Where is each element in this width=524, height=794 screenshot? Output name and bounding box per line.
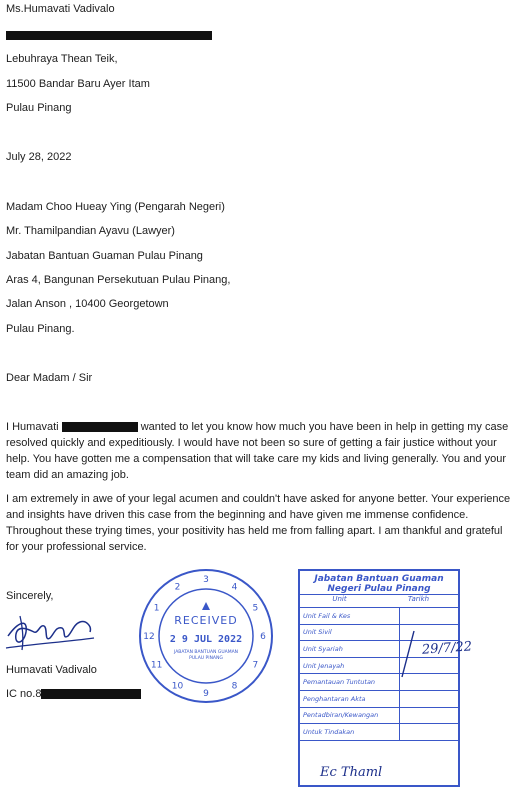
stamp-ring-number: 6 <box>260 632 266 642</box>
routing-title-line-1: Jabatan Bantuan Guaman <box>314 574 444 584</box>
ic-redaction <box>41 689 141 699</box>
stamp-ring-number: 11 <box>150 660 163 671</box>
stamp-ring-number: 5 <box>252 603 259 614</box>
closing: Sincerely, <box>6 590 54 602</box>
routing-stamp-title <box>300 571 458 595</box>
received-stamp <box>136 566 276 706</box>
stamp-org-line-1: JABATAN BANTUAN GUAMAN <box>173 650 239 655</box>
routing-row-unit: Pentadbiran/Kewangan <box>300 708 400 724</box>
redacted-ic <box>62 422 138 432</box>
stamp-ring-number: 1 <box>153 603 160 614</box>
routing-header <box>300 595 458 608</box>
sender-state: Pulau Pinang <box>6 102 72 114</box>
sender-street: Lebuhraya Thean Teik, <box>6 53 118 65</box>
routing-stamp <box>298 569 473 787</box>
body-p1-rest: wanted to let you know how much you have been in help in getting my case resolved quickly and expeditiously. I would have not been so sure of getting a fair justice without your help. You have gotten me a compensation that will take care my kids and living generally. You and your team did an amazing job. <box>6 421 509 481</box>
body-p1-start: I Humavati <box>6 421 59 433</box>
recipient-line-6: Pulau Pinang. <box>6 323 75 335</box>
routing-row-unit: Unit Jenayah <box>300 658 400 674</box>
routing-row <box>300 691 458 708</box>
stamp-ring-number: 2 <box>174 582 181 593</box>
stamp-ring-number: 10 <box>171 681 184 692</box>
recipient-line-1: Madam Choo Hueay Ying (Pengarah Negeri) <box>6 201 225 213</box>
body-paragraph-2: I am extremely in awe of your legal acumen and couldn't have asked for anyone better. Your experience and insights have driven this case from the beginning and have given me immense confidence. Throughout these trying times, your positivity has held me from falling apart. I am thankful and grateful for your professional service. <box>6 493 511 553</box>
routing-row-unit: Pemantauan Tuntutan <box>300 674 400 690</box>
routing-row <box>300 658 458 675</box>
signature-name: Humavati Vadivalo <box>6 664 97 676</box>
routing-row <box>300 724 458 741</box>
recipient-line-5: Jalan Anson , 10400 Georgetown <box>6 298 169 310</box>
recipient-line-2: Mr. Thamilpandian Ayavu (Lawyer) <box>6 225 175 237</box>
ic-label: IC no.8 <box>6 688 42 700</box>
stamp-received-date: 2 9 JUL 2022 <box>169 634 243 645</box>
routing-rows <box>300 608 458 741</box>
recipient-line-3: Jabatan Bantuan Guaman Pulau Pinang <box>6 250 203 262</box>
routing-row <box>300 608 458 625</box>
recipient-line-4: Aras 4, Bangunan Persekutuan Pulau Pinang, <box>6 274 231 286</box>
routing-col-date: Tarikh <box>407 595 430 603</box>
routing-col-unit: Unit <box>332 595 347 603</box>
routing-row-unit: Unit Fail & Kes <box>300 608 400 624</box>
handwritten-slash <box>398 629 418 679</box>
stamp-received-label: RECEIVED <box>174 614 238 627</box>
routing-title-line-2: Negeri Pulau Pinang <box>327 584 431 594</box>
routing-row-unit: Unit Sivil <box>300 625 400 641</box>
stamp-ring-number: 4 <box>231 582 238 593</box>
routing-row <box>300 674 458 691</box>
routing-row <box>300 625 458 642</box>
salutation: Dear Madam / Sir <box>6 372 93 384</box>
sender-name: Ms.Humavati Vadivalo <box>6 3 115 15</box>
body-paragraph-1 <box>6 419 514 483</box>
sender-address-redacted <box>6 29 212 41</box>
stamp-ring-number: 9 <box>203 689 209 699</box>
sender-city: 11500 Bandar Baru Ayer Itam <box>6 78 150 90</box>
stamp-ring-number: 3 <box>203 575 209 585</box>
stamp-triangle-icon <box>202 602 210 610</box>
signature-image <box>4 608 100 654</box>
stamp-ring-number: 8 <box>231 681 238 692</box>
routing-row-unit: Unit Syariah <box>300 641 400 657</box>
routing-row <box>300 708 458 725</box>
handwritten-date: 29/7/22 <box>421 639 473 658</box>
letter-date: July 28, 2022 <box>6 151 72 163</box>
routing-row-unit: Untuk Tindakan <box>300 724 400 740</box>
ic-number <box>6 688 141 700</box>
stamp-ring-number: 7 <box>252 660 259 671</box>
routing-row-unit: Penghantaran Akta <box>300 691 400 707</box>
stamp-org-line-2: PULAU PINANG <box>189 656 223 661</box>
handwritten-note: Ec Thaml <box>320 765 383 780</box>
stamp-ring-number: 12 <box>143 632 155 642</box>
